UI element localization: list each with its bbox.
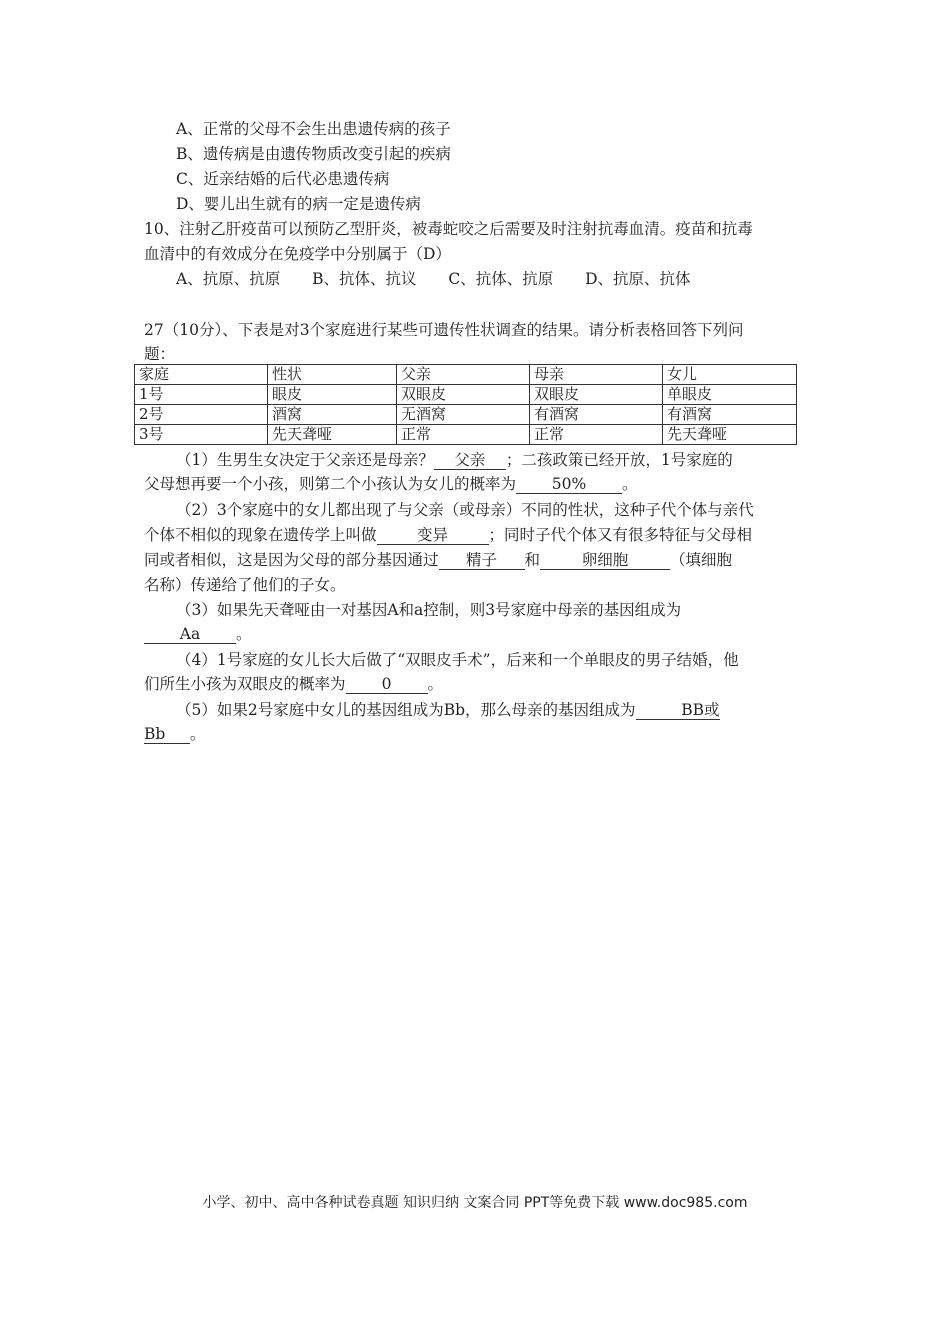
q27-part1-text: 。 [622, 475, 638, 493]
page-footer: 小学、初中、高中各种试卷真题 知识归纳 文案合同 PPT等免费下载 www.doc985.com [202, 1195, 748, 1211]
table-header-cell: 性状 [268, 365, 397, 385]
table-header-cell: 父亲 [397, 365, 530, 385]
answer-blank: 父亲 [434, 451, 506, 470]
q27-part5-line1 [176, 700, 720, 720]
table-cell: 单眼皮 [663, 385, 797, 405]
answer-blank: 精子 [439, 551, 525, 570]
table-row [135, 405, 797, 425]
table-cell: 正常 [397, 425, 530, 445]
table-cell: 2号 [135, 405, 268, 425]
answer-blank: 变异 [377, 526, 489, 545]
table-header-cell: 女儿 [663, 365, 797, 385]
table-header-row [135, 365, 797, 385]
table-cell: 有酒窝 [663, 405, 797, 425]
answer-blank: BB或 [636, 701, 720, 720]
table-cell: 双眼皮 [397, 385, 530, 405]
q27-part2-line3 [144, 550, 806, 570]
q27-part3-line1: （3）如果先天聋哑由一对基因A和a控制，则3号家庭中母亲的基因组成为 [176, 601, 682, 619]
q27-part1-line2 [144, 474, 806, 494]
trait-survey-table [134, 364, 797, 445]
table-cell: 3号 [135, 425, 268, 445]
table-row [135, 385, 797, 405]
q9-option-a: A、正常的父母不会生出患遗传病的孩子 [176, 120, 451, 138]
q27-part2-line2 [144, 525, 806, 545]
q10-option-d: D、抗原、抗体 [585, 270, 691, 288]
table-cell: 眼皮 [268, 385, 397, 405]
q27-part1-text: ；二孩政策已经开放，1号家庭的 [505, 451, 733, 469]
q27-part1-text: 父母想再要一个小孩，则第二个小孩认为女儿的概率为 [144, 475, 517, 493]
table-cell: 1号 [135, 385, 268, 405]
answer-blank: 50% [516, 475, 622, 494]
q27-part2-line4: 名称）传递给了他们的子女。 [144, 576, 346, 594]
q27-intro-line1: 27（10分）、下表是对3个家庭进行某些可遗传性状调查的结果。请分析表格回答下列问 [144, 321, 744, 339]
q27-part2-text: 和 [524, 551, 541, 569]
q27-part2-text: 个体不相似的现象在遗传学上叫做 [144, 526, 377, 544]
q27-part4-line2 [144, 674, 806, 694]
q27-part5-line2 [144, 724, 806, 744]
q27-part2-text: 同或者相似，这是因为父母的部分基因通过 [144, 551, 439, 569]
q27-part4-text: 。 [427, 675, 444, 693]
q10-stem-line2: 血清中的有效成分在免疫学中分别属于（D） [144, 245, 451, 263]
table-cell: 先天聋哑 [268, 425, 397, 445]
q27-part1-text: （1）生男生女决定于父亲还是母亲？ [176, 451, 434, 469]
table-header-cell: 母亲 [530, 365, 663, 385]
q27-part1-line1 [176, 450, 733, 470]
table-cell: 先天聋哑 [663, 425, 797, 445]
q27-intro-line2: 题： [144, 345, 176, 363]
q10-stem-line1: 10、注射乙肝疫苗可以预防乙型肝炎，被毒蛇咬之后需要及时注射抗毒血清。疫苗和抗毒 [144, 220, 753, 238]
q27-part2-text: （填细胞 [670, 551, 733, 569]
table-row [135, 425, 797, 445]
q9-option-b: B、遗传病是由遗传物质改变引起的疾病 [176, 145, 451, 163]
answer-blank: 卵细胞 [540, 551, 670, 570]
q27-part2-line1: （2）3个家庭中的女儿都出现了与父亲（或母亲）不同的性状，这种子代个体与亲代 [176, 501, 754, 519]
answer-blank: Aa [144, 625, 236, 644]
q9-option-d: D、婴儿出生就有的病一定是遗传病 [176, 195, 421, 213]
q27-part5-text: 。 [190, 725, 206, 743]
q10-option-b: B、抗体、抗议 [312, 270, 417, 288]
q10-option-c: C、抗体、抗原 [448, 270, 554, 288]
table-cell: 双眼皮 [530, 385, 663, 405]
table-cell: 无酒窝 [397, 405, 530, 425]
table-cell: 有酒窝 [530, 405, 663, 425]
q27-part3-line2 [144, 624, 806, 644]
table-cell: 正常 [530, 425, 663, 445]
table-header-cell: 家庭 [135, 365, 268, 385]
q10-option-a: A、抗原、抗原 [176, 270, 281, 288]
q10-options [176, 269, 691, 289]
q9-option-c: C、近亲结婚的后代必患遗传病 [176, 170, 390, 188]
q27-part4-text: 们所生小孩为双眼皮的概率为 [144, 675, 346, 693]
answer-blank: Bb [144, 725, 190, 744]
q27-part4-line1: （4）1号家庭的女儿长大后做了“双眼皮手术”，后来和一个单眼皮的男子结婚，他 [176, 651, 739, 669]
q27-part2-text: ；同时子代个体又有很多特征与父母相 [488, 526, 753, 544]
q27-part3-text: 。 [236, 625, 252, 643]
answer-blank: 0 [346, 675, 428, 694]
q27-part5-text: （5）如果2号家庭中女儿的基因组成为Bb，那么母亲的基因组成为 [176, 701, 636, 719]
table-cell: 酒窝 [268, 405, 397, 425]
